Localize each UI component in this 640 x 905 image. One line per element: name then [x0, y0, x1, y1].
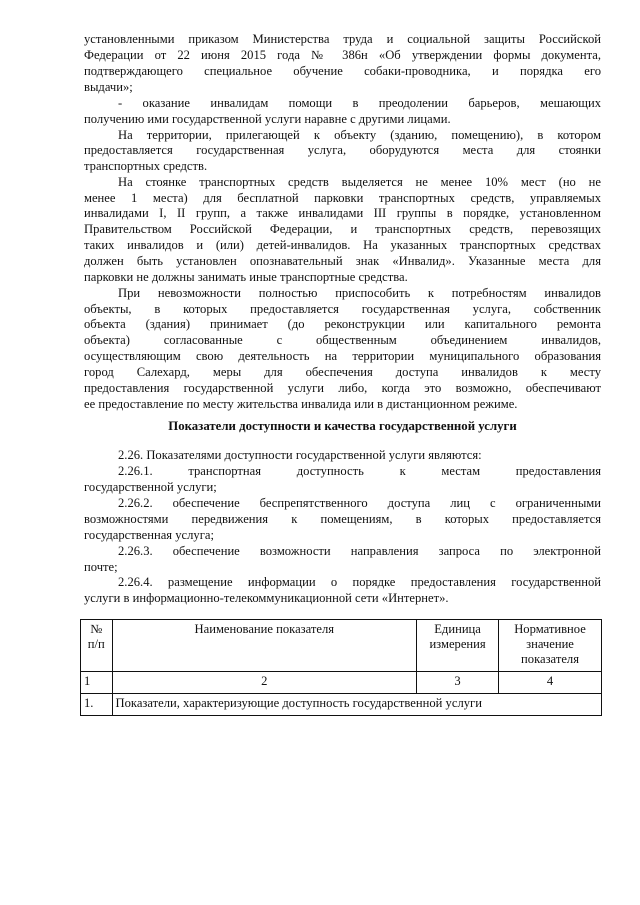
text-line: возможностями передвижения к помещениям, в которых предоставляется	[84, 512, 601, 526]
section-heading: Показатели доступности и качества государственной услуги	[168, 419, 517, 433]
text-line: менее 1 места) для бесплатной парковки транспортных средств, управляемых	[84, 191, 601, 205]
text-line: 2.26.1. транспортная доступность к местам предоставления	[118, 464, 601, 478]
text-line: услуги в информационно-телекоммуникационной сети «Интернет».	[84, 591, 449, 605]
section-row-text: Показатели, характеризующие доступность государственной услуги	[112, 694, 602, 716]
text-line: установленными приказом Министерства труда и социальной защиты Российской	[84, 32, 601, 46]
table-row	[81, 694, 602, 716]
text-line: Правительством Российской Федерации, и транспортных средств, перевозящих	[84, 222, 601, 236]
text-line: почте;	[84, 560, 118, 574]
text-line: таких инвалидов и (или) детей-инвалидов. На указанных транспортных средствах	[84, 238, 601, 252]
text-line: 2.26.4. размещение информации о порядке предоставления государственной	[118, 575, 601, 589]
table-cell: 4	[499, 672, 602, 694]
text-line: объекта (здания) принимает (до реконструкции или капитального ремонта	[84, 317, 601, 331]
text-line: город Салехард, меры для обеспечения доступа инвалидов к месту	[84, 365, 601, 379]
text-line: парковки не должны занимать иные транспортные средства.	[84, 270, 408, 284]
text-line: На стоянке транспортных средств выделяется не менее 10% мест (но не	[118, 175, 601, 189]
table-cell: 1	[81, 672, 113, 694]
text-line: 2.26.3. обеспечение возможности направления запроса по электронной	[118, 544, 601, 558]
text-line: государственной услуги;	[84, 480, 217, 494]
text-line: 2.26. Показателями доступности государственной услуги являются:	[118, 448, 482, 462]
text-line: транспортных средств.	[84, 159, 208, 173]
text-line: получению ими государственной услуги наравне с другими лицами.	[84, 112, 451, 126]
text-line: инвалидами I, II групп, а также инвалидами III группы в порядке, установленном	[84, 206, 601, 220]
text-line: 2.26.2. обеспечение беспрепятственного доступа лиц с ограниченными	[118, 496, 601, 510]
text-line: ее предоставление по месту жительства инвалида или в дистанционном режиме.	[84, 397, 518, 411]
table-cell: 2	[112, 672, 417, 694]
text-line: объекты, в которых предоставляется государственная услуга, собственник	[84, 302, 601, 316]
text-line: предоставления государственной услуги либо, когда это возможно, обеспечивают	[84, 381, 601, 395]
text-line: подтверждающего специальное обучение собаки-проводника, и порядка его	[84, 64, 601, 78]
section-row-number: 1.	[81, 694, 113, 716]
table-header-row	[81, 620, 602, 672]
header-cell-unit: Единица измерения	[417, 620, 499, 672]
text-line: При невозможности полностью приспособить к потребностям инвалидов	[118, 286, 601, 300]
text-line: должен быть установлен опознавательный знак «Инвалид». Указанные места для	[84, 254, 601, 268]
text-line: объекта) согласованные с общественным объединением инвалидов,	[84, 333, 601, 347]
header-cell-name: Наименование показателя	[112, 620, 417, 672]
text-line: Федерации от 22 июня 2015 года № 386н «Об утверждении формы документа,	[84, 48, 601, 62]
text-line: На территории, прилегающей к объекту (зданию, помещению), в котором	[118, 128, 601, 142]
text-line: осуществляющим свою деятельность на территории муниципального образования	[84, 349, 601, 363]
table-numbers-row	[81, 672, 602, 694]
header-cell-number: № п/п	[81, 620, 113, 672]
text-line: - оказание инвалидам помощи в преодолении барьеров, мешающих	[118, 96, 601, 110]
table-cell: 3	[417, 672, 499, 694]
text-line: предоставляется государственная услуга, оборудуются места для стоянки	[84, 143, 601, 157]
text-line: выдачи»;	[84, 80, 133, 94]
header-cell-norm: Нормативное значение показателя	[499, 620, 602, 672]
indicators-table	[80, 619, 602, 716]
text-line: государственная услуга;	[84, 528, 214, 542]
